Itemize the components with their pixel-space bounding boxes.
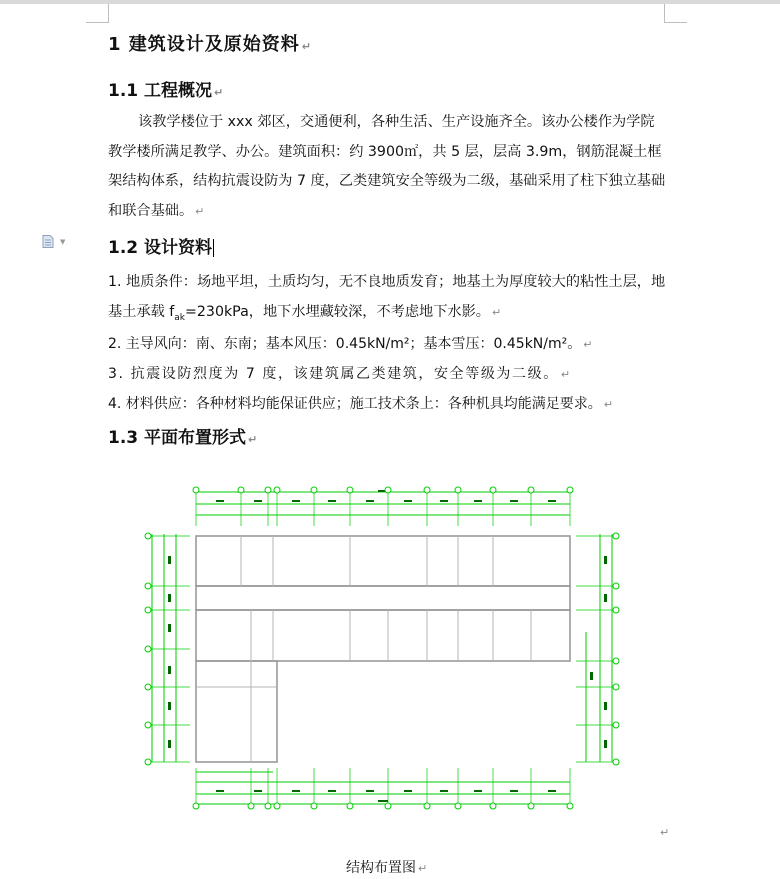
wind-item: 2. 主导风向：南、东南；基本风压：0.45kN/m²；基本雪压：0.45kN/m²。 ↵ xyxy=(108,336,593,352)
heading-1-2: 1.2 设计资料 xyxy=(108,238,213,258)
margin-corner-right xyxy=(664,4,687,23)
document-icon[interactable] xyxy=(42,235,54,248)
material-item: 4. 材料供应：各种材料均能保证供应；施工技术条上：各种机具均能满足要求。 ↵ xyxy=(108,396,614,412)
structural-floor-plan xyxy=(138,482,628,812)
heading-1-1: 1.1 工程概况 ↵ xyxy=(108,81,224,101)
text-cursor xyxy=(213,239,214,257)
paragraph-mark: ↵ xyxy=(660,826,670,839)
heading-1-3: 1.3 平面布置形式 ↵ xyxy=(108,428,258,448)
margin-corner-left xyxy=(86,4,109,23)
geology-item: 1. 地质条件：场地平坦，土质均匀，无不良地质发育；地基土为厚度较大的粘性土层，地基土承载 $f_{ak}=230kPa$，地下水埋藏较深，不考虑地下水影。 ↵ xyxy=(108,274,666,323)
seismic-item: 3. 抗震设防烈度为 7 度，该建筑属乙类建筑，安全等级为二级。 ↵ xyxy=(108,366,572,382)
overview-paragraph: 该教学楼位于 xxx 郊区，交通便利，各种生活、生产设施齐全。该办公楼作为学院教学楼所满足教学、办公。建筑面积：约 3900㎡，共 5 层，层高 3.9m，钢筋混凝土框架结构体系，结构抗震设防为 7 度，乙类建筑安全等级为二级，基础采用了柱下独立基础和联合基础。 ↵ xyxy=(108,114,666,219)
heading-1: 1 建筑设计及原始资料 ↵ xyxy=(108,34,313,55)
chevron-down-icon[interactable]: ▼ xyxy=(60,238,66,246)
figure-caption: 结构布置图 ↵ xyxy=(346,860,428,876)
page-top-border xyxy=(0,0,780,4)
